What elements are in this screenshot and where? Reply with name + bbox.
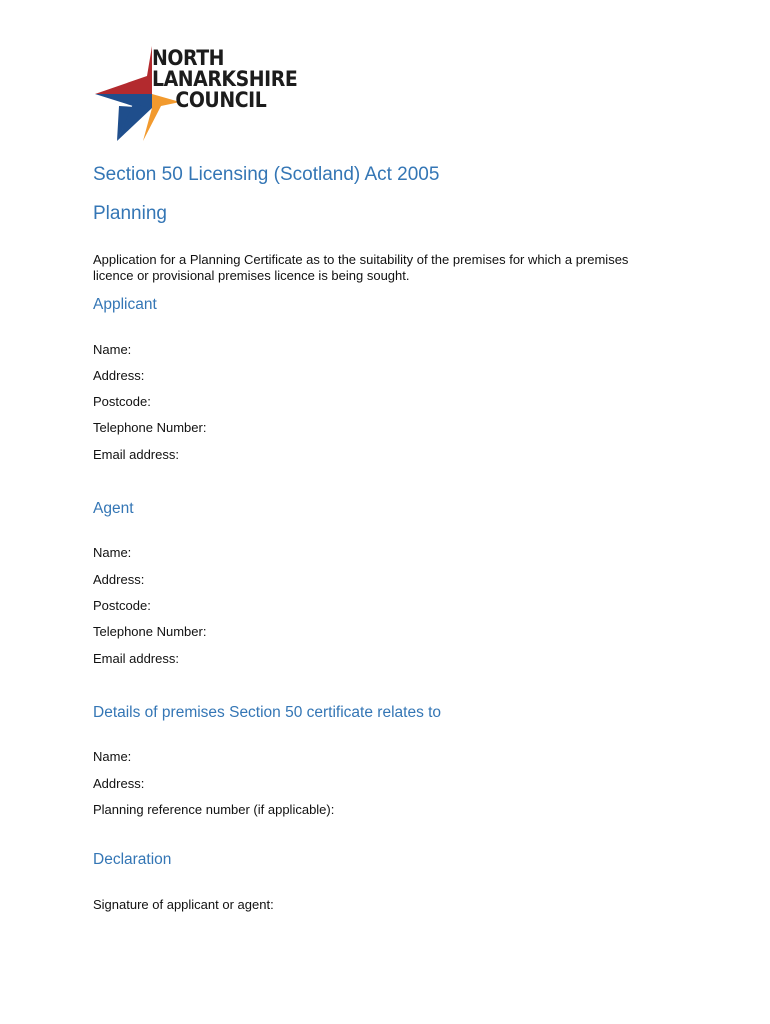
planning-reference-label: Planning reference number (if applicable): xyxy=(93,802,335,817)
logo-wordmark xyxy=(152,48,297,111)
premises-address-label: Address: xyxy=(93,776,145,791)
applicant-name-label: Name: xyxy=(93,342,132,357)
agent-address-label: Address: xyxy=(93,572,145,587)
applicant-postcode-label: Postcode: xyxy=(93,394,151,409)
agent-postcode-label: Postcode: xyxy=(93,598,151,613)
agent-telephone-label: Telephone Number: xyxy=(93,624,207,639)
premises-heading: Details of premises Section 50 certificate relates to xyxy=(93,704,442,721)
document-title: Section 50 Licensing (Scotland) Act 2005 xyxy=(93,164,440,185)
applicant-telephone-label: Telephone Number: xyxy=(93,420,207,435)
agent-email-label: Email address: xyxy=(93,651,179,666)
logo-line-lanarkshire: LANARKSHIRE xyxy=(152,67,298,91)
declaration-heading: Declaration xyxy=(93,851,172,868)
intro-paragraph: Application for a Planning Certificate as to the suitability of the premises for which a premises licence or provisional premises licence is being sought. xyxy=(93,252,629,283)
logo-red-shape xyxy=(95,46,152,94)
logo-line-council: COUNCIL xyxy=(175,88,267,112)
applicant-heading: Applicant xyxy=(93,296,157,313)
signature-label: Signature of applicant or agent: xyxy=(93,897,274,912)
council-logo xyxy=(95,46,315,144)
agent-name-label: Name: xyxy=(93,545,132,560)
applicant-email-label: Email address: xyxy=(93,447,179,462)
logo-line-north: NORTH xyxy=(152,46,225,70)
applicant-address-label: Address: xyxy=(93,368,145,383)
agent-heading: Agent xyxy=(93,500,134,517)
document-subtitle: Planning xyxy=(93,203,167,224)
premises-name-label: Name: xyxy=(93,749,132,764)
